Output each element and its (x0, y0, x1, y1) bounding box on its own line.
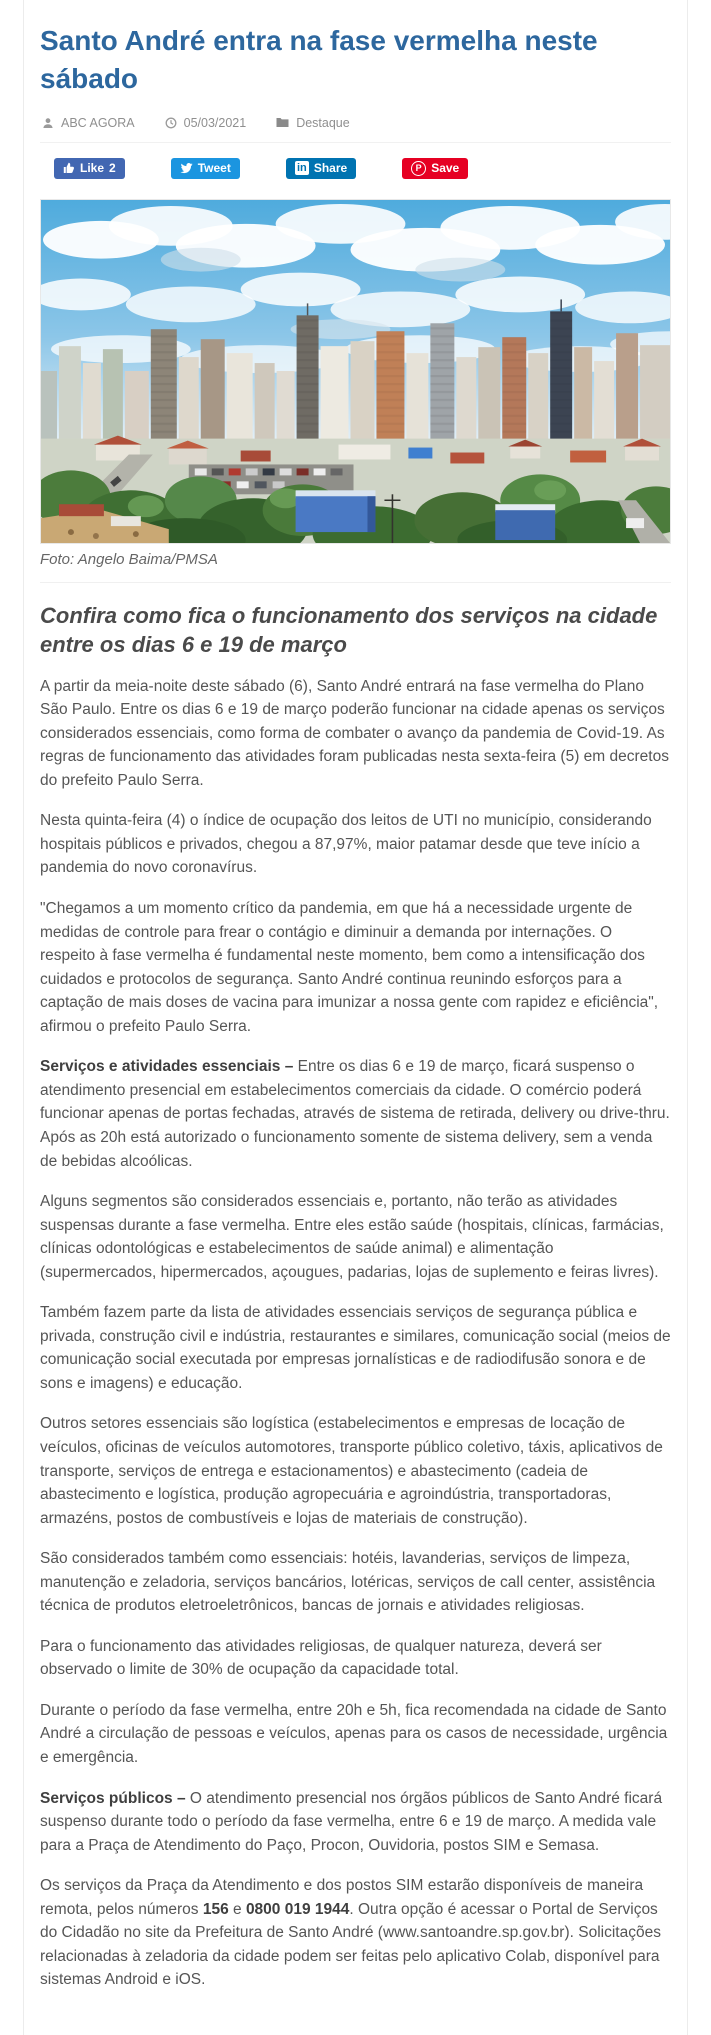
tweet-label: Tweet (197, 161, 231, 176)
paragraph-segment: Entre os dias 6 e 19 de março, ficará suspenso o atendimento presencial em estabelecimentos comerciais da cidade. O comércio poderá funcionar apenas de portas fechadas, através de sistema de retirada, delivery ou drive-thru. Após as 20h está autorizado o funcionamento somente de sistema delivery, sem a venda de bebidas alcoólicas. (40, 1058, 670, 1170)
twitter-bird-icon (180, 163, 193, 174)
meta-author (42, 116, 135, 130)
clock-icon (165, 117, 177, 129)
paragraph-segment: . Outra opção é acessar o Portal de Serviços do Cidadão no site da Prefeitura de Santo André (www.santoandre.sp.gov.br). Solicitações relacionadas à zeladoria da cidade podem ser feitas pelo aplicativo Colab, disponível para sistemas Android e iOS. (40, 1900, 661, 1989)
paragraph-segment: Nesta quinta-feira (4) o índice de ocupação dos leitos de UTI no município, considerando hospitais públicos e privados, chegou a 87,97%, maior patamar desde que teve início a pandemia do novo coronavírus. (40, 812, 652, 877)
author-icon (42, 117, 54, 129)
paragraph-segment: O atendimento presencial nos órgãos públicos de Santo André ficará suspenso durante todo o período da fase vermelha, entre 6 e 19 de março. A medida vale para a Praça de Atendimento do Paço, Procon, Ouvidoria, postos SIM e Semasa. (40, 1789, 663, 1854)
paragraph-segment: Outros setores essenciais são logística (estabelecimentos e empresas de locação de veículos, oficinas de veículos automotores, transporte público coletivo, táxis, aplicativos de transporte, serviços de entrega e estacionamentos) e abastecimento (cadeia de abastecimento e logística, produção agropecuária e agroindústria, transportadoras, armazéns, postos de combustíveis e lojas de materiais de construção). (40, 1415, 663, 1527)
paragraph-segment: Para o funcionamento das atividades religiosas, de qualquer natureza, deverá ser observado o limite de 30% de ocupação da capacidade total. (40, 1637, 602, 1679)
paragraph-segment: Alguns segmentos são considerados essenciais e, portanto, não terão as atividades suspensas durante a fase vermelha. Entre eles estão saúde (hospitais, clínicas, farmácias, clínicas odontológicas e estabelecimentos de saúde animal) e alimentação (supermercados, hipermercados, açougues, padarias, lojas de suplemento e feiras livres). (40, 1193, 664, 1281)
paragraph-bold-segment: Serviços públicos – (40, 1789, 190, 1807)
article-meta (40, 116, 671, 143)
linkedin-share-button[interactable] (286, 158, 356, 179)
tweet-button[interactable] (171, 158, 240, 179)
paragraph-bold-segment: 0800 019 1944 (245, 1900, 350, 1918)
paragraph-segment: Os serviços da Praça da Atendimento e dos postos SIM estarão disponíveis de maneira remota, pelos números (40, 1877, 644, 1918)
article-card (23, 0, 688, 2035)
photo-caption: Foto: Angelo Baima/PMSA (40, 550, 218, 568)
meta-author-label: ABC AGORA (61, 115, 135, 130)
paragraph-segment: Também fazem parte da lista de atividades essenciais serviços de segurança pública e privada, construção civil e indústria, restaurantes e similares, comunicação social (meios de comunicação social executada por empresas jornalísticas e de radiodifusão sonora e de sons e imagens) e educação. (40, 1304, 671, 1392)
meta-category[interactable] (276, 116, 350, 130)
article-paragraph (40, 1190, 671, 1284)
meta-category-label: Destaque (296, 115, 350, 130)
page-title: Santo André entra na fase vermelha neste sábado (40, 25, 598, 94)
meta-date-label: 05/03/2021 (183, 115, 247, 130)
facebook-like-label: Like (80, 161, 105, 176)
article-paragraph (40, 1055, 671, 1173)
meta-date (165, 116, 247, 130)
article-paragraph (40, 1787, 671, 1858)
article-paragraph (40, 1635, 671, 1682)
article-paragraph (40, 809, 671, 880)
pinterest-save-label: Save (431, 161, 460, 176)
article-paragraph (40, 897, 671, 1038)
pinterest-icon: P (411, 161, 426, 176)
paragraph-segment: "Chegamos a um momento crítico da pandemia, em que há a necessidade urgente de medidas de controle para frear o contágio e diminuir a demanda por internações. O respeito à fase vermelha é fundamental neste momento, bem como a intensificação dos cuidados e protocolos de segurança. Santo André continua reunindo esforços para a captação de mais doses de vacina para imunizar a nossa gente com rapidez e eficiência", afirmou o prefeito Paulo Serra. (40, 900, 659, 1035)
paragraph-segment: São considerados também como essenciais: hotéis, lavanderias, serviços de limpeza, manutenção e zeladoria, serviços bancários, lotéricas, serviços de call center, assistência técnica de produtos eletroeletrônicos, bancas de jornais e atividades religiosas. (40, 1550, 656, 1615)
article-paragraph (40, 1699, 671, 1770)
pinterest-save-button[interactable] (402, 158, 468, 179)
linkedin-icon: in (295, 161, 309, 175)
paragraph-segment: A partir da meia-noite deste sábado (6), Santo André entrará na fase vermelha do Plano São Paulo. Entre os dias 6 e 19 de março poderão funcionar na cidade apenas os serviços considerados essenciais, como forma de combater o avanço da pandemia de Covid-19. As regras de funcionamento das atividades foram publicadas nesta sexta-feira (5) em decretos do prefeito Paulo Serra. (40, 677, 669, 789)
article-paragraph (40, 1874, 671, 1992)
article-paragraph (40, 675, 671, 793)
article-subheading: Confira como fica o funcionamento dos serviços na cidade entre os dias 6 e 19 de março (40, 602, 658, 657)
article-paragraph (40, 1547, 671, 1618)
article-body (40, 675, 671, 1992)
paragraph-bold-segment: 156 (202, 1900, 229, 1918)
facebook-like-count: 2 (109, 161, 116, 176)
article-paragraph (40, 1301, 671, 1395)
share-buttons-row (40, 158, 671, 179)
article-figure (40, 199, 671, 568)
folder-icon (276, 117, 289, 128)
paragraph-segment: Durante o período da fase vermelha, entre 20h e 5h, fica recomendada na cidade de Santo André a circulação de pessoas e veículos, apenas para os casos de necessidade, urgência e emergência. (40, 1701, 668, 1766)
paragraph-bold-segment: Serviços e atividades essenciais – (40, 1058, 298, 1076)
section-divider (40, 582, 671, 583)
thumbs-up-icon (63, 162, 75, 174)
article-paragraph (40, 1412, 671, 1530)
facebook-like-button[interactable] (54, 158, 125, 179)
article-photo (40, 199, 671, 544)
paragraph-segment: e (228, 1900, 246, 1918)
linkedin-share-label: Share (313, 161, 348, 176)
